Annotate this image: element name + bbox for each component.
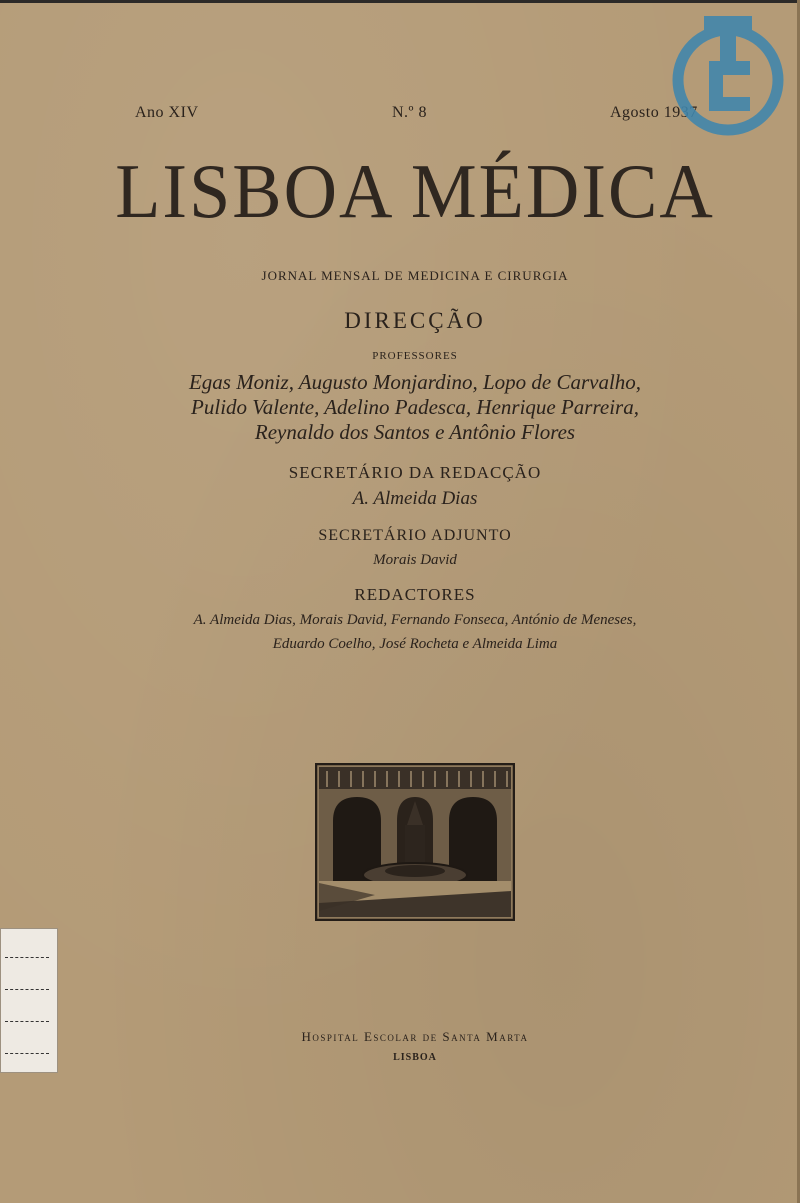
professors-line: Pulido Valente, Adelino Padesca, Henrique Parreira, xyxy=(191,395,639,419)
professors-line: Egas Moniz, Augusto Monjardino, Lopo de Carvalho, xyxy=(188,370,642,394)
secretary-name: A. Almeida Dias xyxy=(352,488,478,509)
top-edge xyxy=(0,0,800,3)
label-rule xyxy=(5,1021,49,1022)
journal-subtitle: JORNAL MENSAL DE MEDICINA E CIRURGIA xyxy=(261,268,569,283)
editors-label: REDACTORES xyxy=(354,585,476,604)
editors-names xyxy=(0,608,800,656)
assistant-secretary-name: Morais David xyxy=(373,552,457,568)
issue-date: Agosto 1937 xyxy=(610,104,698,121)
secretary-label: SECRETÁRIO DA REDACÇÃO xyxy=(288,463,542,482)
professors-label: PROFESSORES xyxy=(372,350,458,362)
label-rule xyxy=(5,957,49,958)
editors-line: A. Almeida Dias, Morais David, Fernando Fonseca, António de Meneses, xyxy=(193,612,637,628)
volume-label: Ano XIV xyxy=(135,104,199,121)
journal-title: LISBOA MÉDICA xyxy=(115,148,715,236)
label-rule xyxy=(5,989,49,990)
library-label-sticker xyxy=(0,928,58,1073)
professors-line: Reynaldo dos Santos e Antônio Flores xyxy=(254,420,576,444)
label-rule xyxy=(5,1053,49,1054)
publisher-name: Hospital Escolar de Santa Marta xyxy=(301,1029,529,1044)
professors-names xyxy=(0,370,800,445)
assistant-secretary-label: SECRETÁRIO ADJUNTO xyxy=(318,527,512,544)
issue-number: N.º 8 xyxy=(392,104,428,121)
direction-heading: DIRECÇÃO xyxy=(344,308,486,333)
publisher-city: LISBOA xyxy=(393,1052,437,1063)
hospital-courtyard-woodcut xyxy=(315,763,515,921)
library-stamp-icon xyxy=(668,8,788,138)
editors-line: Eduardo Coelho, José Rocheta e Almeida Lima xyxy=(272,636,558,652)
